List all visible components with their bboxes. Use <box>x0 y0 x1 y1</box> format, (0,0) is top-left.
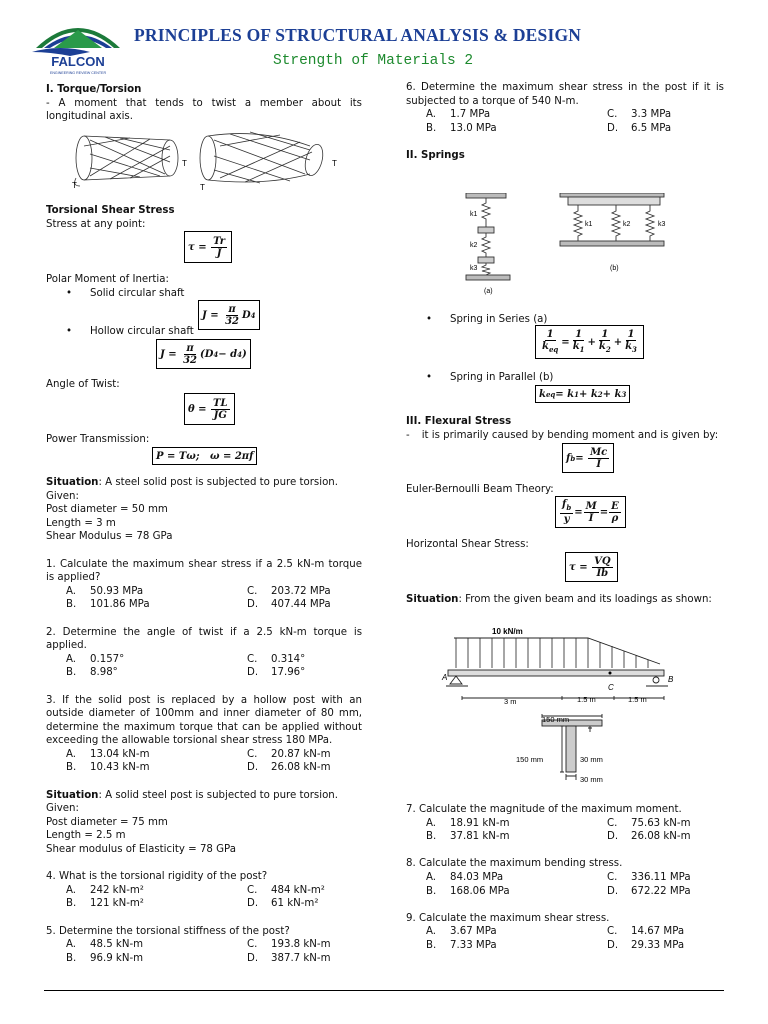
question-6-block <box>406 81 724 163</box>
section-dimension: 30 mm <box>580 775 603 784</box>
questions-7-9 <box>406 803 724 953</box>
beam-figure <box>440 624 690 790</box>
formula-parallel: k eq = k 1 + k 2 + k 3 <box>535 385 630 403</box>
formula-angle: θ = $\frac{TL}{JG}$ <box>184 393 235 425</box>
section-dimension: 30 mm <box>580 755 603 764</box>
given-line: Given: <box>46 490 79 502</box>
option-value: 203.72 MPa <box>271 585 331 597</box>
option-value: 1.7 MPa <box>450 109 491 121</box>
question-4-options <box>46 884 362 911</box>
question-5: 5. Determine the torsional stiffness of the post? <box>46 925 290 937</box>
situation-3 <box>406 593 724 607</box>
option-letter: D. <box>607 831 619 843</box>
torsion-figure <box>70 126 350 192</box>
option-letter: B. <box>66 762 77 774</box>
falcon-logo <box>30 8 126 76</box>
option-value: 14.67 MPa <box>631 926 685 938</box>
option-value: 26.08 kN-m <box>271 762 331 774</box>
situation-label: Situation <box>46 477 99 488</box>
spring-label: k3 <box>658 221 666 228</box>
situation-text: : A solid steel post is subjected to pure torsion. <box>98 789 338 801</box>
section-dimension: 150 mm <box>516 755 544 764</box>
angle-label: Angle of Twist: <box>46 379 120 390</box>
option-value: 8.98° <box>90 667 118 679</box>
formula-bending: f b = $\frac{Mc}{I}$ <box>562 443 614 473</box>
option-value: 13.0 MPa <box>450 122 497 134</box>
option-value: 3.67 MPa <box>450 926 497 938</box>
section-title: I. Torque/Torsion <box>46 84 142 95</box>
question-4: 4. What is the torsional rigidity of the post? <box>46 871 268 883</box>
beam-dimension: 1.5 m <box>577 695 596 704</box>
option-value: 50.93 MPa <box>90 585 144 597</box>
spring-caption: (b) <box>610 265 619 272</box>
option-letter: C. <box>247 884 258 896</box>
option-letter: C. <box>247 585 258 597</box>
option-value: 484 kN-m² <box>271 884 325 896</box>
section-dimension: 150 mm <box>542 715 570 724</box>
option-letter: D. <box>247 952 259 964</box>
option-letter: D. <box>607 885 619 897</box>
option-value: 7.33 MPa <box>450 939 497 951</box>
option-letter: C. <box>607 817 618 829</box>
option-letter: C. <box>247 748 258 760</box>
flexural-stress: III. Flexural Stress - it is primarily caused by bending moment and is given by: <box>406 415 724 442</box>
formula-horizontal-shear: τ = $\frac{VQ}{Ib}$ <box>565 552 618 582</box>
spring-label: k3 <box>470 265 478 272</box>
option-letter: D. <box>247 762 259 774</box>
option-letter: C. <box>607 109 618 121</box>
section-title: III. Flexural Stress <box>406 416 512 427</box>
logo-text: FALCON <box>51 54 105 69</box>
logo-subtext: ENGINEERING REVIEW CENTER <box>49 71 107 75</box>
option-letter: A. <box>66 653 77 665</box>
given-line: Shear Modulus = 78 GPa <box>46 531 173 543</box>
option-value: 0.314° <box>271 653 306 665</box>
option-letter: B. <box>66 952 77 964</box>
power-label: Power Transmission: <box>46 434 150 445</box>
option-value: 6.5 MPa <box>631 122 672 134</box>
option-letter: A. <box>66 884 77 896</box>
option-letter: A. <box>426 871 437 883</box>
spring-parallel <box>406 371 724 385</box>
option-value: 26.08 kN-m <box>631 831 691 843</box>
option-value: 672.22 MPa <box>631 885 691 897</box>
option-letter: D. <box>247 667 259 679</box>
situation-text: : A steel solid post is subjected to pure torsion. <box>98 477 338 488</box>
option-value: 242 kN-m² <box>90 884 144 896</box>
question-2-options <box>46 653 362 680</box>
given-line: Length = 2.5 m <box>46 830 126 842</box>
option-value: 168.06 MPa <box>450 885 510 897</box>
formula-hollow-J: J = $\frac{\pi}{32}$ (D 4 − d 4 ) <box>156 339 251 369</box>
formula-power: P = Tω; ω = 2πf <box>152 447 257 465</box>
question-9: 9. Calculate the maximum shear stress. <box>406 912 610 924</box>
spring-label: k2 <box>623 221 631 228</box>
option-letter: B. <box>66 599 77 611</box>
beam-dimension: 1.5 m <box>628 695 647 704</box>
given-line: Post diameter = 75 mm <box>46 816 168 828</box>
polar-moment <box>46 273 362 300</box>
situation-label: Situation <box>46 789 99 801</box>
option-value: 3.3 MPa <box>631 109 672 121</box>
beam-label: C <box>608 683 614 692</box>
question-1-options <box>46 585 362 612</box>
option-value: 17.96° <box>271 667 306 679</box>
beam-label: A <box>442 673 448 682</box>
situation-1 <box>46 476 362 965</box>
option-letter: B. <box>426 885 437 897</box>
spring-caption: (a) <box>484 288 493 295</box>
question-6: 6. Determine the maximum shear stress in the post if it is subjected to a torque of 540 N-m. <box>406 82 724 107</box>
option-value: 10.43 kN-m <box>90 762 150 774</box>
torque-label: T <box>200 183 205 192</box>
question-2: 2. Determine the angle of twist if a 2.5 kN-m torque is applied. <box>46 626 362 652</box>
spring-label: k2 <box>470 242 478 249</box>
option-value: 75.63 kN-m <box>631 817 691 829</box>
option-letter: B. <box>66 667 77 679</box>
formula-series: $\frac{1}{k_{eq}}$ = $\frac{1}{k_1}$ + $\frac{1}{k_2}$ + $\frac{1}{k_3}$ <box>535 325 644 359</box>
pmi-label: Polar Moment of Inertia: <box>46 274 169 285</box>
section-definition: it is primarily caused by bending moment and is given by: <box>421 429 719 441</box>
option-letter: A. <box>426 926 437 938</box>
euler-label: Euler-Bernoulli Beam Theory: <box>406 484 554 495</box>
option-letter: C. <box>247 939 258 951</box>
option-value: 336.11 MPa <box>631 871 691 883</box>
option-value: 387.7 kN-m <box>271 952 331 964</box>
angle-of-twist <box>46 378 362 392</box>
torque-label: T <box>332 159 337 168</box>
horizontal-label: Horizontal Shear Stress: <box>406 539 529 550</box>
option-value: 101.86 MPa <box>90 599 150 611</box>
hollow-shaft-item: • Hollow circular shaft <box>46 325 362 339</box>
option-value: 20.87 kN-m <box>271 748 331 760</box>
spring-label: k1 <box>470 211 478 218</box>
question-3: 3. If the solid post is replaced by a hollow post with an outside diameter of 100mm and inner diameter of 80 mm, determine the maximum torque that can be applied without exceeding the allowable torsional shear stress 180 MPa. <box>46 694 362 747</box>
option-letter: C. <box>607 871 618 883</box>
option-value: 96.9 kN-m <box>90 952 144 964</box>
question-7: 7. Calculate the magnitude of the maximum moment. <box>406 804 682 815</box>
question-3-options <box>46 748 362 775</box>
beam-load-label: 10 kN/m <box>492 627 523 636</box>
option-value: 61 kN-m² <box>271 898 319 910</box>
question-8: 8. Calculate the maximum bending stress. <box>406 858 623 870</box>
page-title: PRINCIPLES OF STRUCTURAL ANALYSIS & DESIGN <box>134 25 582 45</box>
option-letter: A. <box>66 748 77 760</box>
option-letter: A. <box>426 109 437 121</box>
option-letter: A. <box>66 939 77 951</box>
option-value: 0.157° <box>90 653 125 665</box>
option-value: 29.33 MPa <box>631 939 685 951</box>
option-letter: D. <box>607 122 619 134</box>
question-6-options <box>406 108 724 135</box>
given-line: Length = 3 m <box>46 517 116 529</box>
section-title: II. Springs <box>406 149 465 161</box>
option-letter: A. <box>66 585 77 597</box>
solid-shaft-item: • Solid circular shaft <box>46 287 362 301</box>
situation-text: : From the given beam and its loadings as shown: <box>458 594 712 605</box>
question-5-options <box>46 938 362 965</box>
option-letter: C. <box>247 653 258 665</box>
torque-label: T <box>72 181 77 190</box>
horizontal-shear <box>406 538 724 552</box>
option-value: 37.81 kN-m <box>450 831 510 843</box>
formula-solid-J: J = $\frac{\pi}{32}$ D 4 <box>198 300 260 330</box>
springs-figure <box>460 193 680 299</box>
given-line: Shear modulus of Elasticity = 78 GPa <box>46 844 236 856</box>
beam-label: B <box>668 675 674 684</box>
power-transmission <box>46 433 362 447</box>
spring-label: k1 <box>585 221 593 228</box>
given-line: Post diameter = 50 mm <box>46 504 168 516</box>
beam-dimension: 3 m <box>504 697 517 706</box>
given-line: Given: <box>46 803 79 815</box>
option-letter: B. <box>426 939 437 951</box>
euler-bernoulli <box>406 483 724 497</box>
formula-euler: $\frac{f_b}{y}$ = $\frac{M}{I}$ = $\frac{E}{\rho}$ <box>555 496 626 528</box>
option-letter: B. <box>66 898 77 910</box>
subsection-text: Stress at any point: <box>46 218 146 230</box>
option-value: 121 kN-m² <box>90 898 144 910</box>
torsional-shear-stress <box>46 204 362 231</box>
question-1: 1. Calculate the maximum shear stress if a 2.5 kN-m torque is applied? <box>46 558 362 584</box>
formula-shear-stress: τ = $\frac{Tr}{J}$ <box>184 231 232 263</box>
section-torsion-header <box>46 83 362 124</box>
option-letter: D. <box>247 599 259 611</box>
page-subtitle: Strength of Materials 2 <box>273 53 474 69</box>
option-letter: B. <box>426 122 437 134</box>
hollow-shaft <box>46 325 362 339</box>
option-value: 48.5 kN-m <box>90 939 144 951</box>
option-value: 84.03 MPa <box>450 871 504 883</box>
option-value: 193.8 kN-m <box>271 939 331 951</box>
option-letter: A. <box>426 817 437 829</box>
option-letter: B. <box>426 831 437 843</box>
series-item: • Spring in Series (a) <box>406 313 724 327</box>
parallel-item: • Spring in Parallel (b) <box>406 371 724 385</box>
option-value: 13.04 kN-m <box>90 748 150 760</box>
option-letter: C. <box>607 926 618 938</box>
section-definition: - A moment that tends to twist a member about its longitudinal axis. <box>46 97 362 123</box>
option-letter: D. <box>607 939 619 951</box>
question-8-options <box>406 871 724 898</box>
option-value: 407.44 MPa <box>271 599 331 611</box>
situation-label: Situation <box>406 594 459 605</box>
option-value: 18.91 kN-m <box>450 817 510 829</box>
question-9-options <box>406 925 724 952</box>
option-letter: D. <box>247 898 259 910</box>
torque-label: T <box>182 159 187 168</box>
subsection-title: Torsional Shear Stress <box>46 205 175 216</box>
question-7-options <box>406 817 724 844</box>
footer-divider <box>44 990 724 991</box>
